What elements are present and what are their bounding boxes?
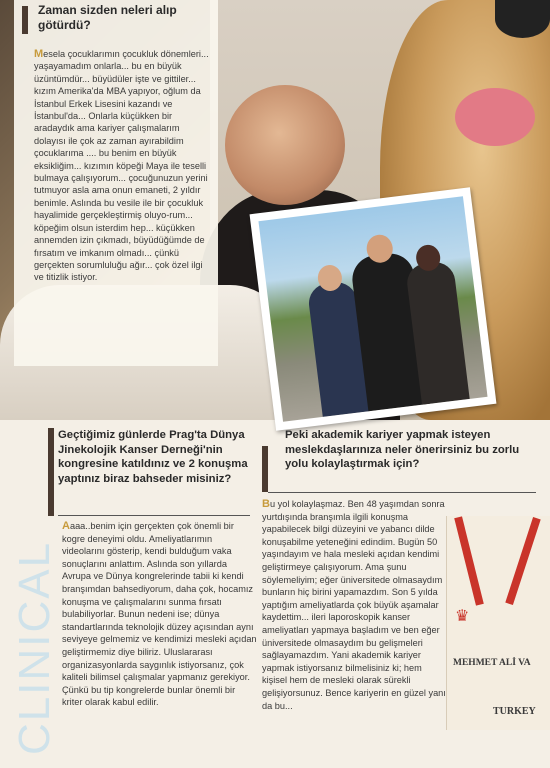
dog-nose (495, 0, 550, 38)
family-snapshot (250, 187, 497, 430)
section1-dropcap: M (34, 48, 44, 60)
badge-name: MEHMET ALİ VA (453, 658, 531, 668)
badge-country: TURKEY (493, 706, 536, 717)
section2-bar (48, 428, 54, 516)
section2-question: Geçtiğimiz günlerde Prag'ta Dünya Jinekolojik Kanser Derneği'nin kongresine katıldınız ve 2 konuşma yaptınız biraz bahseder misiniz? (58, 429, 248, 485)
section2-text: aaa..benim için gerçekten çok önemli bir kogre deneyimi oldu. Ameliyatlarımın videolarını gösterip, kendi bulduğum vaka sonuçlarını anlattım. Aslında son yıllarda Avrupa ve Dünya kongrelerinde tabii ki kendi branşımdan bahsediyorum, daha çok, hocamız konuşma ve çalışmalarını sunma fırsatı bulabiliyorlar. Bunun nedeni ise; dünya standartlarında teknolojik düzey açısından aynı seviyeye gelmemiz ve kendimizi mesleki açıdan geliştirmemiz diye biliriz. Uluslararası organizasyonlarda saygınlık istiyorsanız, çok kaliteli bilimsel çalışmalar yapmanız gerekiyor. Çünkü bu tip kongrelerde bunlar önemli bir kriter olarak kabul edilir. (62, 521, 257, 708)
conference-badge (446, 516, 550, 730)
lanyard-strap-right (505, 517, 540, 605)
dog-tongue (455, 88, 535, 146)
section3-text: u yol kolaylaşmaz. Ben 48 yaşımdan sonra yurtdışında branşımla ilgili konuşma yapabilecek bilgi düzeyini ve yabancı dilde konuşabilme yeteneğini edindim. Bugün 50 yaşındayım ve hala mesleki açıdan kendimi geliştirmeye çalışıyorum. Ama şunu söylemeliyim; eğer üniversitede olmasaydım bunların hiç birini yapamazdım. Son 5 yılda yaptığım ameliyatlarda çok büyük aşamalar kaydettim... ileri laporoskopik kanser ameliyatları yapmaya başladım ve ben eğer üniversitede olmasaydım bu gelişmeleri sağlayamazdım. Yani akademik kariyer yapmak istiyorsanız bilmelisiniz ki; hem kişisel hem de mesleki olarak sürekli gelişiyorsunuz. Bence kariyerin en güzel yanı da bu... (262, 499, 446, 711)
section3-body (262, 498, 447, 712)
section2-dropcap: A (62, 520, 70, 532)
conference-logo-icon: ♛ (455, 608, 470, 625)
man-face (225, 85, 345, 205)
section1-body (34, 48, 212, 284)
section2-body (62, 520, 257, 709)
section3-question: Peki akademik kariyer yapmak isteyen meslekdaşlarınıza neler önerirsiniz bu zorlu yolu kolaylaştırmak için? (285, 429, 520, 471)
section2-rule (58, 515, 250, 516)
section1-text: esela çocuklarımın çocukluk dönemleri... yaşayamadım onlarla... bu en büyük üzüntümdür... büyüdüler işte ve gittiler... kızım Amerika'da MBA yapıyor, oğlum da İstanbul Erkek Lisesini kazandı ve İstanbul'da... Onlarla küçükken bir aradaydık ama kariyer çalışmalarım dolayısı ile çok az zaman ayırabildim çocuklarıma .... bu benim en büyük eksikliğim... kızımın köpeği Maya ile teselli bulmaya çalışıyorum... çocuğunuzun yerini tutmuyor asla ama onun emaneti, 2 yıldır benimle. Aslında bu vesile ile bir çocukluk hayalimide gerçekleştirmiş oluyo-rum... köpeğim olsun isterdim hep... küçükken annemden izin çıkmadı, büyüdüğümde de fırsatım ve imkanım olmadı... çünkü gerçekten sorumluluğu ağır... çok özel ilgi ve titizlik istiyor. (34, 49, 209, 283)
section3-bar (262, 446, 268, 492)
section1-textbox (14, 0, 218, 366)
family-snapshot-image (258, 196, 487, 422)
section3-rule (268, 492, 536, 493)
section3-dropcap: B (262, 498, 270, 510)
section1-title-bar (22, 6, 28, 34)
sidebar-word: CLINICAL (10, 540, 59, 755)
section1-title: Zaman sizden neleri alıp götürdü? (38, 3, 177, 32)
lanyard-strap-left (454, 516, 484, 605)
